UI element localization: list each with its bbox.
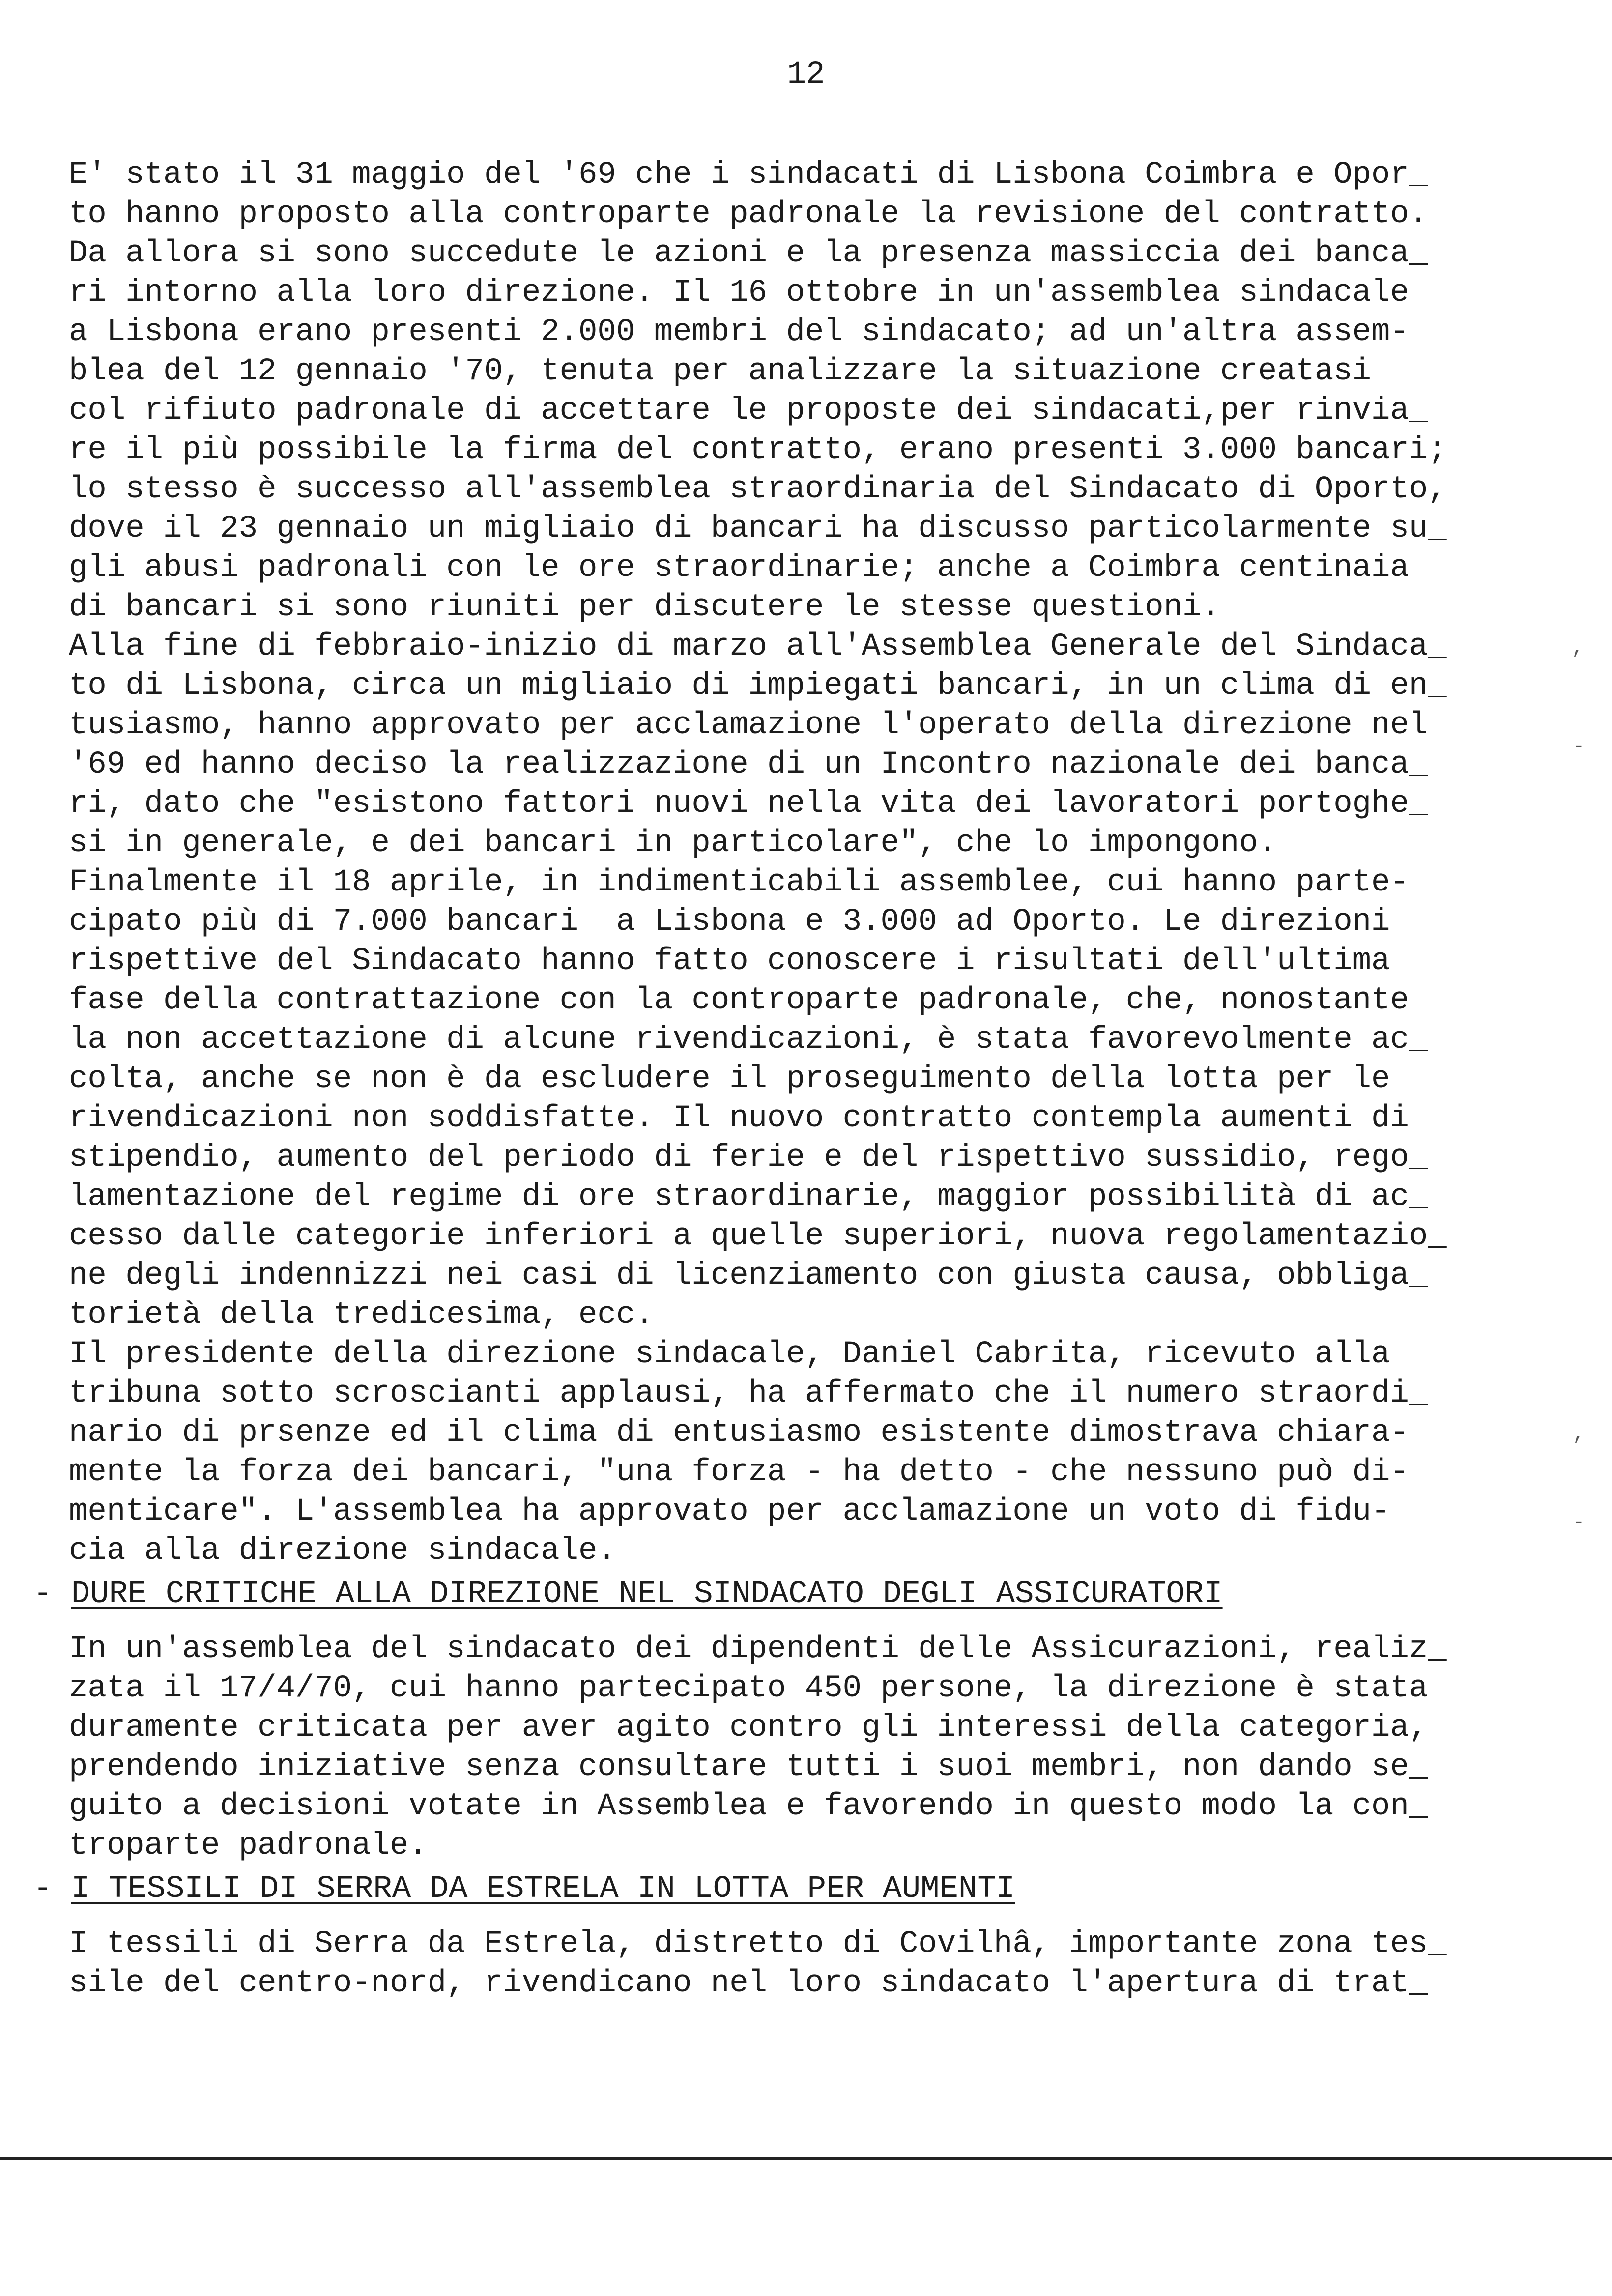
text-line: la non accettazione di alcune rivendicazioni, è stata favorevolmente ac_ — [69, 1022, 1428, 1058]
text-line: troparte padronale. — [69, 1828, 428, 1864]
text-line: re il più possibile la firma del contratto, erano presenti 3.000 bancari; — [69, 432, 1447, 468]
section-heading — [33, 1869, 1563, 1909]
text-line: zata il 17/4/70, cui hanno partecipato 450 persone, la direzione è stata — [69, 1671, 1428, 1706]
paragraph-2 — [69, 627, 1563, 863]
section-dash: - — [33, 1871, 71, 1907]
text-line: ri intorno alla loro direzione. Il 16 ottobre in un'assemblea sindacale — [69, 275, 1409, 311]
text-line: col rifiuto padronale di accettare le proposte dei sindacati,per rinvia_ — [69, 393, 1428, 429]
text-line: tribuna sotto scroscianti applausi, ha affermato che il numero straordi_ — [69, 1376, 1428, 1411]
section-heading — [33, 1575, 1563, 1614]
paragraph-3 — [69, 863, 1563, 1335]
text-line: blea del 12 gennaio '70, tenuta per analizzare la situazione creatasi — [69, 354, 1372, 389]
text-line: I tessili di Serra da Estrela, distretto di Covilhâ, importante zona tes_ — [69, 1926, 1447, 1962]
text-line: stipendio, aumento del periodo di ferie e del rispettivo sussidio, rego_ — [69, 1140, 1428, 1176]
text-line: si in generale, e dei bancari in particolare", che lo impongono. — [69, 826, 1277, 861]
section-title: DURE CRITICHE ALLA DIREZIONE NEL SINDACATO DEGLI ASSICURATORI — [71, 1577, 1223, 1612]
text-line: In un'assemblea del sindacato dei dipendenti delle Assicurazioni, realiz_ — [69, 1632, 1447, 1667]
text-line: nario di prsenze ed il clima di entusiasmo esistente dimostrava chiara- — [69, 1415, 1409, 1451]
margin-mark: - — [1573, 736, 1585, 758]
text-line: guito a decisioni votate in Assemblea e favorendo in questo modo la con_ — [69, 1789, 1428, 1824]
text-line: rispettive del Sindacato hanno fatto conoscere i risultati dell'ultima — [69, 944, 1390, 979]
text-line: lamentazione del regime di ore straordinarie, maggior possibilità di ac_ — [69, 1179, 1428, 1215]
text-line: rivendicazioni non soddisfatte. Il nuovo contratto contempla aumenti di — [69, 1101, 1409, 1136]
text-line: tusiasmo, hanno approvato per acclamazione l'operato della direzione nel — [69, 708, 1428, 743]
section-dash: - — [33, 1577, 71, 1612]
text-line: menticare". L'assemblea ha approvato per acclamazione un voto di fidu- — [69, 1494, 1390, 1529]
section-title: I TESSILI DI SERRA DA ESTRELA IN LOTTA PER AUMENTI — [71, 1871, 1015, 1907]
margin-mark: - — [1573, 1512, 1585, 1534]
text-line: Il presidente della direzione sindacale, Daniel Cabrita, ricevuto alla — [69, 1337, 1390, 1372]
text-line: '69 ed hanno deciso la realizzazione di un Incontro nazionale dei banca_ — [69, 747, 1428, 782]
text-line: fase della contrattazione con la controparte padronale, che, nonostante — [69, 983, 1409, 1018]
text-line: Finalmente il 18 aprile, in indimenticabili assemblee, cui hanno parte- — [69, 865, 1409, 900]
bottom-rule — [0, 2157, 1612, 2160]
text-line: to hanno proposto alla controparte padronale la revisione del contratto. — [69, 197, 1428, 232]
text-line: lo stesso è successo all'assemblea straordinaria del Sindacato di Oporto, — [69, 472, 1447, 507]
text-line: gli abusi padronali con le ore straordinarie; anche a Coimbra centinaia — [69, 550, 1409, 586]
margin-mark: , — [1573, 1424, 1585, 1446]
paragraph-1 — [69, 155, 1563, 627]
text-line: Alla fine di febbraio-inizio di marzo all'Assemblea Generale del Sindaca_ — [69, 629, 1447, 664]
text-line: prendendo iniziative senza consultare tutti i suoi membri, non dando se_ — [69, 1750, 1428, 1785]
text-line: ri, dato che "esistono fattori nuovi nella vita dei lavoratori portoghe_ — [69, 786, 1428, 822]
text-line: a Lisbona erano presenti 2.000 membri del sindacato; ad un'altra assem- — [69, 315, 1409, 350]
text-line: torietà della tredicesima, ecc. — [69, 1297, 654, 1333]
margin-mark: , — [1572, 637, 1584, 660]
page-number: 12 — [787, 57, 825, 92]
section-assicuratori — [33, 1575, 1563, 1866]
body-text — [33, 155, 1563, 2003]
paragraph-4 — [69, 1335, 1563, 1571]
text-line: sile del centro-nord, rivendicano nel loro sindacato l'apertura di trat_ — [69, 1966, 1428, 2001]
text-line: to di Lisbona, circa un migliaio di impiegati bancari, in un clima di en_ — [69, 668, 1447, 704]
text-line: cia alla direzione sindacale. — [69, 1533, 616, 1569]
section-tessili — [33, 1869, 1563, 2003]
text-line: E' stato il 31 maggio del '69 che i sindacati di Lisbona Coimbra e Opor_ — [69, 157, 1428, 193]
text-line: dove il 23 gennaio un migliaio di bancari ha discusso particolarmente su_ — [69, 511, 1447, 546]
text-line: cipato più di 7.000 bancari a Lisbona e 3.000 ad Oporto. Le direzioni — [69, 904, 1390, 940]
text-line: duramente criticata per aver agito contro gli interessi della categoria, — [69, 1710, 1428, 1746]
text-line: mente la forza dei bancari, "una forza - ha detto - che nessuno può di- — [69, 1455, 1409, 1490]
text-line: cesso dalle categorie inferiori a quelle superiori, nuova regolamentazio_ — [69, 1219, 1447, 1254]
text-line: Da allora si sono succedute le azioni e la presenza massiccia dei banca_ — [69, 236, 1428, 271]
text-line: colta, anche se non è da escludere il proseguimento della lotta per le — [69, 1062, 1390, 1097]
text-line: ne degli indennizzi nei casi di licenziamento con giusta causa, obbliga_ — [69, 1258, 1428, 1293]
text-line: di bancari si sono riuniti per discutere le stesse questioni. — [69, 590, 1220, 625]
